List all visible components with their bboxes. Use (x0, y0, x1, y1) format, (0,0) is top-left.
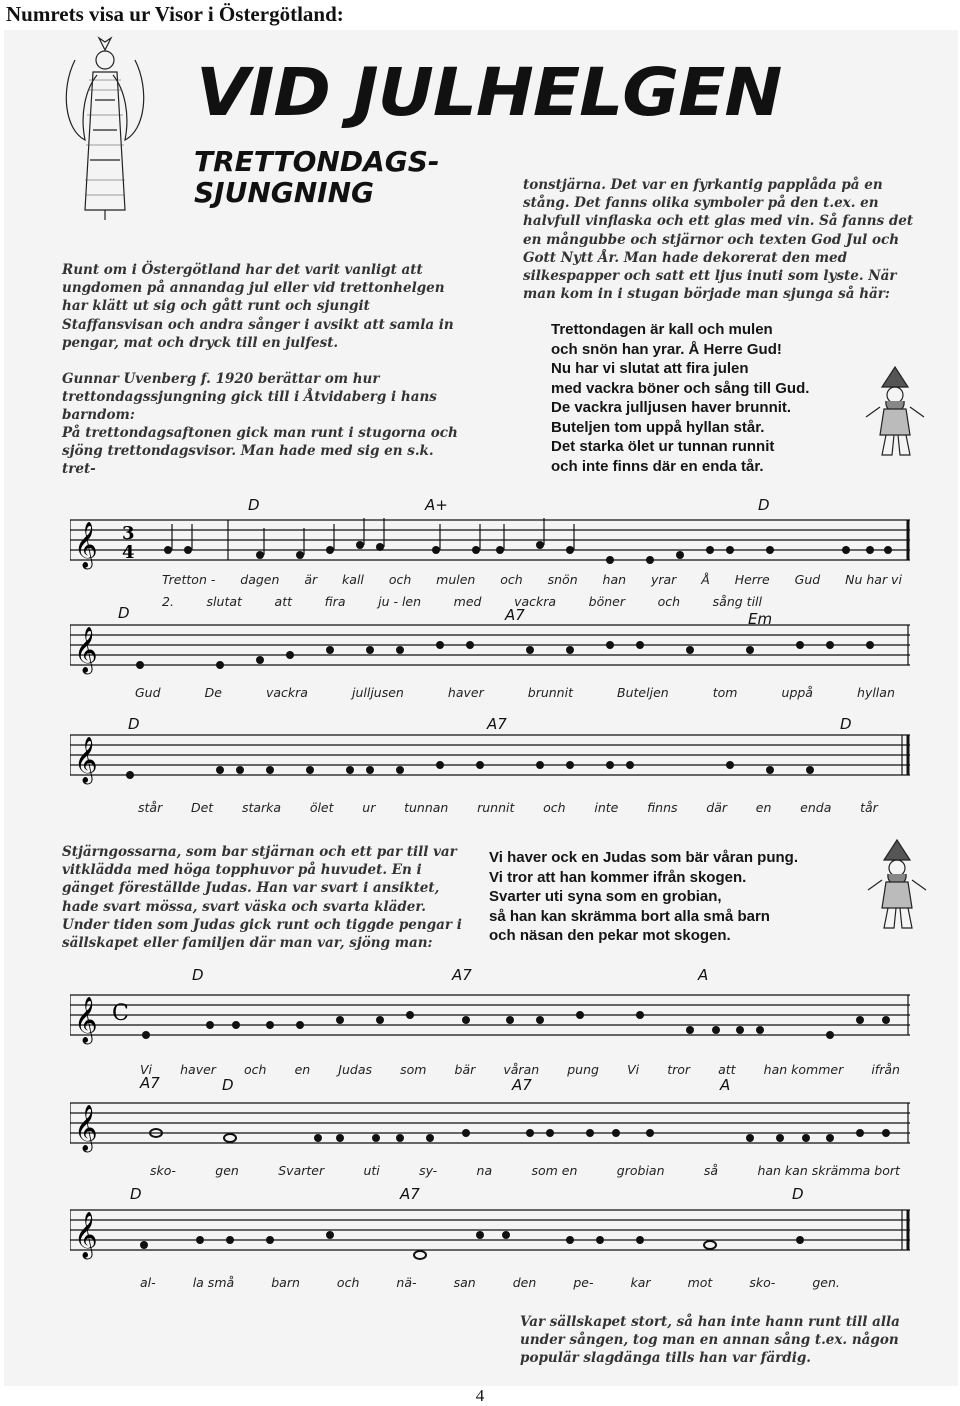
lyric: inte (594, 800, 619, 815)
lyric: gen (215, 1163, 239, 1178)
lyric: som en (531, 1163, 578, 1178)
chord-19: D (792, 1185, 804, 1203)
article-title: VID JULHELGEN (196, 54, 782, 131)
lyric: sång till (712, 594, 762, 609)
lyric: yrar (650, 572, 677, 587)
svg-text:𝄞: 𝄞 (74, 1105, 98, 1151)
svg-text:3: 3 (122, 523, 135, 544)
lyric: De (204, 685, 222, 700)
middle-paragraph: Stjärngossarna, som bar stjärnan och ett par till var vitklädda med höga topphuvor på huvudet. En i gänget föreställde Judas. Han var svart i ansiktet, hade svart mössa, svart väska och svarta kläder. Under tiden som Judas gick runt och tiggde pengar i sällskapet eller familjen där man var, sjöng man: (62, 844, 462, 952)
lyric: så (703, 1163, 719, 1178)
lyric: står (138, 800, 163, 815)
angel-illustration (55, 20, 155, 220)
article-subtitle: TRETTONDAGS- SJUNGNING (194, 145, 440, 209)
lyric: tår (860, 800, 878, 815)
chord-10: D (192, 966, 204, 984)
lyric: Gud (794, 572, 821, 587)
lyric: finns (647, 800, 678, 815)
intro-paragraph-3: På trettondagsaftonen gick man runt i stugorna och sjöng trettondagsvisor. Man hade med sig en s.k. tret- (62, 425, 458, 478)
lyric: starka (241, 800, 282, 815)
lyric: fira (324, 594, 346, 609)
lyric: Det (190, 800, 214, 815)
chord-1: D (248, 496, 260, 514)
lyric: Å (701, 572, 710, 587)
lyric: Gud (135, 685, 161, 700)
lyric: tunnan (404, 800, 449, 815)
lyrics-row-6 (150, 1163, 900, 1178)
lyric: och (500, 572, 523, 587)
lyric: att (718, 1062, 736, 1077)
chord-12: A (698, 966, 709, 984)
lyric: nä- (396, 1275, 417, 1290)
lyrics-row-2 (162, 594, 762, 609)
lyric: att (274, 594, 292, 609)
lyric: gen. (812, 1275, 840, 1290)
svg-text:𝄞: 𝄞 (74, 997, 98, 1043)
lyric: brunnit (527, 685, 573, 700)
lyrics-row-1 (162, 572, 902, 587)
chord-11: A7 (452, 966, 472, 984)
music-staff-5 (70, 1093, 910, 1155)
lyric: kar (630, 1275, 651, 1290)
chord-3: D (758, 496, 770, 514)
lyric: kall (342, 572, 364, 587)
lyric: och (543, 800, 566, 815)
lyric: våran (503, 1062, 540, 1077)
lyrics-row-7 (140, 1275, 840, 1290)
music-staff-6 (70, 1200, 910, 1262)
chord-16: A (720, 1076, 731, 1094)
lyrics-row-5 (140, 1062, 900, 1077)
lyric: böner (588, 594, 625, 609)
lyric: enda (800, 800, 832, 815)
lyric: haver (180, 1062, 216, 1077)
lyric: ur (362, 800, 376, 815)
svg-text:𝄞: 𝄞 (74, 1212, 98, 1258)
lyric: där (706, 800, 728, 815)
intro-paragraph-1: Runt om i Östergötland har det varit vanligt att ungdomen på annandag jul eller vid trettonhelgen har klätt ut sig och gått runt och sjungit Staffansvisan och andra sånger i avsikt att samla in pengar, mat och dryck till en julfest. (62, 262, 454, 351)
lyric: pung (567, 1062, 599, 1077)
lyric: och (657, 594, 681, 609)
lyric: och (388, 572, 412, 587)
chord-14: D (222, 1076, 234, 1094)
chord-2: A+ (425, 496, 448, 514)
lyric: snön (547, 572, 578, 587)
lyric: mot (687, 1275, 713, 1290)
lyrics-row-3 (135, 685, 895, 700)
intro-paragraph-4: tonstjärna. Det var en fyrkantig papplåda på en stång. Det fanns olika symboler på den t.ex. en halvfull vinflaska och ett glas med vin. Så fanns det en mångubbe och stjärnor och texten God Jul och Gott Nytt År. Man hade dekorerat den med silkespapper och satt ett ljus inuti som lyste. När man kom in i stugan började man sjunga så här: (523, 177, 914, 303)
chord-5: A7 (505, 606, 525, 624)
music-staff-1 (70, 510, 910, 572)
lyric: mulen (436, 572, 476, 587)
gnome-illustration (860, 365, 930, 461)
lyric: Buteljen (617, 685, 669, 700)
chord-15: A7 (512, 1076, 532, 1094)
lyric: vackra (265, 685, 308, 700)
lyric: grobian (616, 1163, 665, 1178)
lyric: al- (140, 1275, 156, 1290)
lyric: och (244, 1062, 267, 1077)
lyric: slutat (206, 594, 242, 609)
svg-text:𝄞: 𝄞 (74, 522, 98, 568)
lyric: Tretton - (162, 572, 216, 587)
chord-18: A7 (400, 1185, 420, 1203)
lyric: tom (712, 685, 738, 700)
lyric: den (512, 1275, 537, 1290)
lyric: uti (363, 1163, 380, 1178)
lyric: 2. (162, 594, 174, 609)
closing-paragraph: Var sällskapet stort, så han inte hann runt till alla under sången, tog man en annan sång t.ex. någon populär slagdänga tills han var färdig. (520, 1314, 900, 1367)
lyric: han kan skrämma bort (757, 1163, 900, 1178)
lyric: Svarter (278, 1163, 325, 1178)
lyric: sko- (749, 1275, 776, 1290)
svg-text:𝄞: 𝄞 (74, 737, 98, 783)
lyric: sy- (419, 1163, 438, 1178)
lyrics-row-4 (138, 800, 878, 815)
svg-text:C: C (112, 1001, 129, 1026)
lyric: ifrån (871, 1062, 900, 1077)
chord-9: D (840, 715, 852, 733)
intro-paragraph-2: Gunnar Uvenberg f. 1920 berättar om hur trettondagssjungning gick till i Åtvidaberg i hans barndom: (62, 371, 437, 424)
verse-1: Trettondagen är kall och mulen och snön han yrar. Å Herre Gud! Nu har vi slutat att fira julen med vackra böner och sång till Gud. De vackra julljusen haver brunnit. Buteljen tom uppå hyllan står. Det starka ölet ur tunnan runnit och inte finns där en enda tår. (551, 321, 810, 475)
verse-2: Vi haver ock en Judas som bär våran pung. Vi tror att han kommer ifrån skogen. Svarter uti syna som en grobian, så han kan skrämma bort alla små barn och näsan den pekar mot skogen. (489, 849, 799, 944)
lyric: ölet (309, 800, 334, 815)
lyric: tror (667, 1062, 691, 1077)
lyric: och (336, 1275, 360, 1290)
gnome-illustration-2 (862, 838, 932, 934)
lyric: hyllan (857, 685, 895, 700)
svg-text:4: 4 (122, 542, 135, 563)
chord-7: D (128, 715, 140, 733)
lyric: med (453, 594, 482, 609)
lyric: la små (192, 1275, 235, 1290)
lyric: pe- (573, 1275, 594, 1290)
lyric: Nu har vi (845, 572, 902, 587)
music-staff-2 (70, 615, 910, 677)
music-staff-3 (70, 725, 910, 787)
lyric: haver (447, 685, 484, 700)
lyric: julljusen (351, 685, 404, 700)
lyric: han (602, 572, 627, 587)
music-staff-4 (70, 985, 910, 1047)
lyric: sko- (150, 1163, 176, 1178)
lyric: barn (271, 1275, 300, 1290)
chord-8: A7 (487, 715, 507, 733)
lyric: ju - len (378, 594, 422, 609)
lyric: runnit (477, 800, 515, 815)
lyric: en (755, 800, 772, 815)
lyric: är (304, 572, 318, 587)
lyric: Vi (140, 1062, 153, 1077)
lyric: na (476, 1163, 493, 1178)
lyric: han kommer (763, 1062, 844, 1077)
svg-text:𝄞: 𝄞 (74, 627, 98, 673)
lyric: uppå (781, 685, 813, 700)
chord-6: Em (748, 610, 773, 628)
lyric: dagen (240, 572, 280, 587)
lyric: Judas (338, 1062, 373, 1077)
page-header-title: Numrets visa ur Visor i Östergötland: (6, 2, 344, 26)
lyric: Herre (734, 572, 770, 587)
chord-17: D (130, 1185, 142, 1203)
chord-13: A7 (140, 1074, 160, 1092)
lyric: bär (454, 1062, 476, 1077)
lyric: san (453, 1275, 476, 1290)
page-number: 4 (475, 1386, 485, 1405)
lyric: vackra (514, 594, 557, 609)
chord-4: D (118, 604, 130, 622)
lyric: en (294, 1062, 311, 1077)
lyric: Vi (627, 1062, 640, 1077)
lyric: som (400, 1062, 427, 1077)
